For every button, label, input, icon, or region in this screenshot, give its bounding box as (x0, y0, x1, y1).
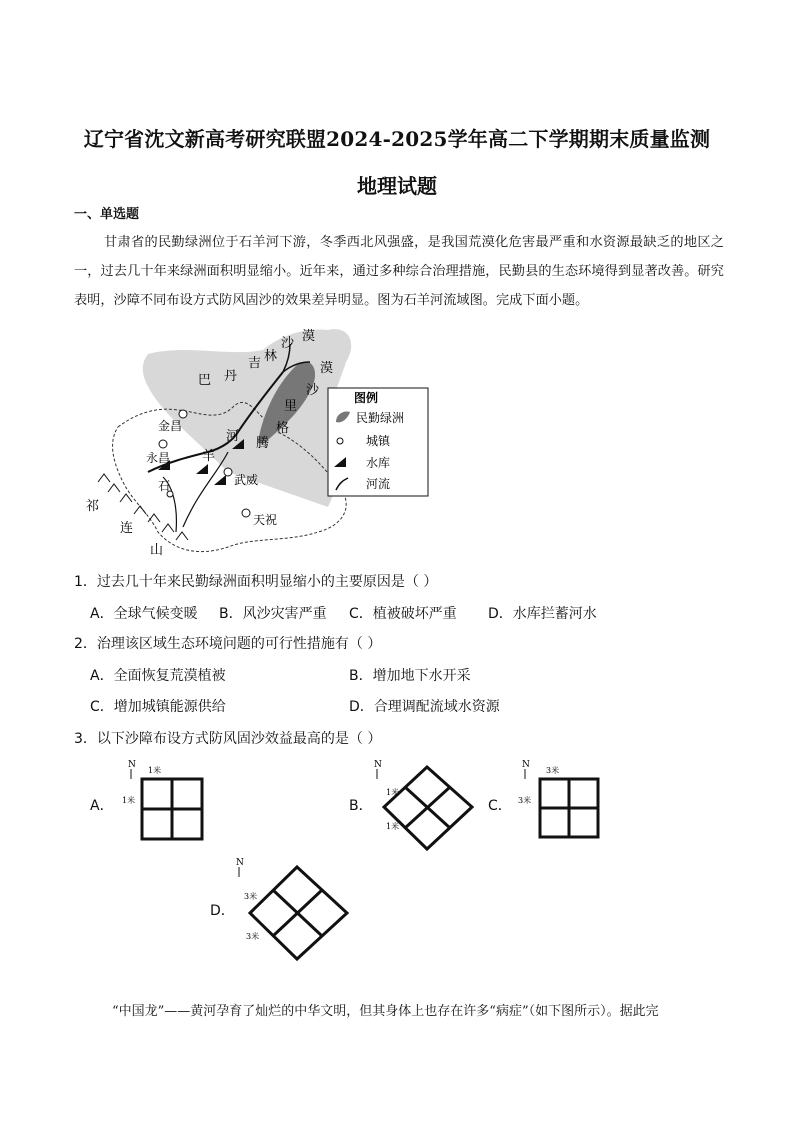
legend-title: 图例 (354, 391, 379, 405)
legend-label: 城镇 (366, 434, 391, 448)
legend-label: 水库 (366, 456, 391, 470)
dimension-label: 1米 (148, 766, 162, 775)
map-label: 沙 (281, 336, 295, 351)
map-label: 沙 (306, 383, 320, 398)
town-icon (159, 440, 167, 448)
town-label: 金昌 (158, 419, 183, 433)
dimension-label: 1米 (386, 788, 400, 797)
question-2-stem: 2．治理该区域生态环境问题的可行性措施有（ ） (74, 636, 382, 652)
question-1-stem: 1．过去几十年来民勤绿洲面积明显缩小的主要原因是（ ） (74, 574, 438, 590)
map-label: 格 (276, 421, 290, 436)
question-1-option-d[interactable]: D．水库拦蓄河水 (488, 606, 597, 622)
question-3-option-d[interactable]: D． (210, 903, 235, 919)
map-label: 漠 (302, 329, 316, 344)
town-label: 永昌 (146, 451, 171, 465)
shiyang-river-map (78, 322, 438, 562)
dimension-label: 1米 (122, 796, 136, 805)
dimension-label: 3米 (546, 766, 560, 775)
north-label: N (374, 760, 382, 770)
town-icon (242, 509, 250, 517)
map-label: 林 (264, 349, 278, 364)
town-label: 武威 (234, 473, 259, 487)
question-1-option-b[interactable]: B．风沙灾害严重 (219, 606, 327, 622)
question-3-option-b[interactable]: B． (349, 798, 373, 814)
town-label: 天祝 (253, 513, 278, 527)
document-subtitle: 地理试题 (357, 174, 437, 198)
town-label: 石 (158, 479, 171, 493)
reservoir-icon (214, 475, 226, 485)
map-label: 河 (226, 429, 240, 444)
document-title: 辽宁省沈文新高考研究联盟2024-2025学年高二下学期期末质量监测 (83, 127, 711, 151)
intro-paragraph: 甘肃省的民勤绿洲位于石羊河下游，冬季西北风强盛，是我国荒漠化危害最严重和水资源最缺乏的地区之一，过去几十年来绿洲面积明显缩小。近年来，通过多种综合治理措施，民勤县的生态环境得到显著改善。研究表明，沙障不同布设方式防风固沙的效果差异明显。图为石羊河流域图。完成下面小题。 (74, 235, 724, 308)
question-1-option-c[interactable]: C．植被破坏严重 (349, 606, 457, 622)
sand-barrier-grid-b (372, 757, 482, 857)
map-label: 巴 (198, 373, 212, 388)
question-2-option-a[interactable]: A．全面恢复荒漠植被 (90, 668, 226, 684)
legend-label: 河流 (366, 477, 391, 491)
sand-barrier-grid-c (512, 757, 612, 847)
map-label: 丹 (224, 369, 238, 384)
map-label: 漠 (320, 361, 334, 376)
town-icon (179, 410, 187, 418)
dimension-label: 3米 (244, 892, 258, 901)
sand-barrier-grid-a (112, 757, 212, 847)
reservoir-icon (196, 464, 208, 474)
mountain-range (98, 474, 188, 540)
map-label: 祁 (86, 499, 100, 514)
dimension-label: 3米 (518, 796, 532, 805)
question-3-stem: 3．以下沙障布设方式防风固沙效益最高的是（ ） (74, 731, 382, 747)
section-heading: 一、单选题 (74, 207, 140, 222)
map-label: 腾 (256, 436, 270, 451)
question-2-option-d[interactable]: D．合理调配流域水资源 (349, 699, 500, 715)
question-2-option-c[interactable]: C．增加城镇能源供给 (90, 699, 226, 715)
map-label: 吉 (248, 356, 262, 371)
next-passage: “中国龙”——黄河孕育了灿烂的中华文明，但其身体上也存在许多“病症”（如下图所示）。据此完 (112, 1004, 659, 1019)
map-label: 羊 (202, 449, 216, 464)
town-icon (224, 468, 232, 476)
dimension-label: 3米 (246, 932, 260, 941)
sand-barrier-grid-d (232, 855, 352, 965)
map-label: 山 (150, 543, 164, 558)
north-label: N (128, 760, 136, 770)
map-label: 里 (284, 399, 298, 414)
question-1-option-a[interactable]: A．全球气候变暖 (90, 606, 198, 622)
legend-label: 民勤绿洲 (356, 411, 405, 425)
question-3-option-c[interactable]: C． (488, 798, 512, 814)
question-2-option-b[interactable]: B．增加地下水开采 (349, 668, 471, 684)
town-icon (337, 438, 343, 444)
dimension-label: 1米 (386, 822, 400, 831)
question-3-option-a[interactable]: A． (90, 798, 114, 814)
north-label: N (522, 760, 530, 770)
north-label: N (236, 858, 244, 868)
map-label: 连 (120, 521, 134, 536)
